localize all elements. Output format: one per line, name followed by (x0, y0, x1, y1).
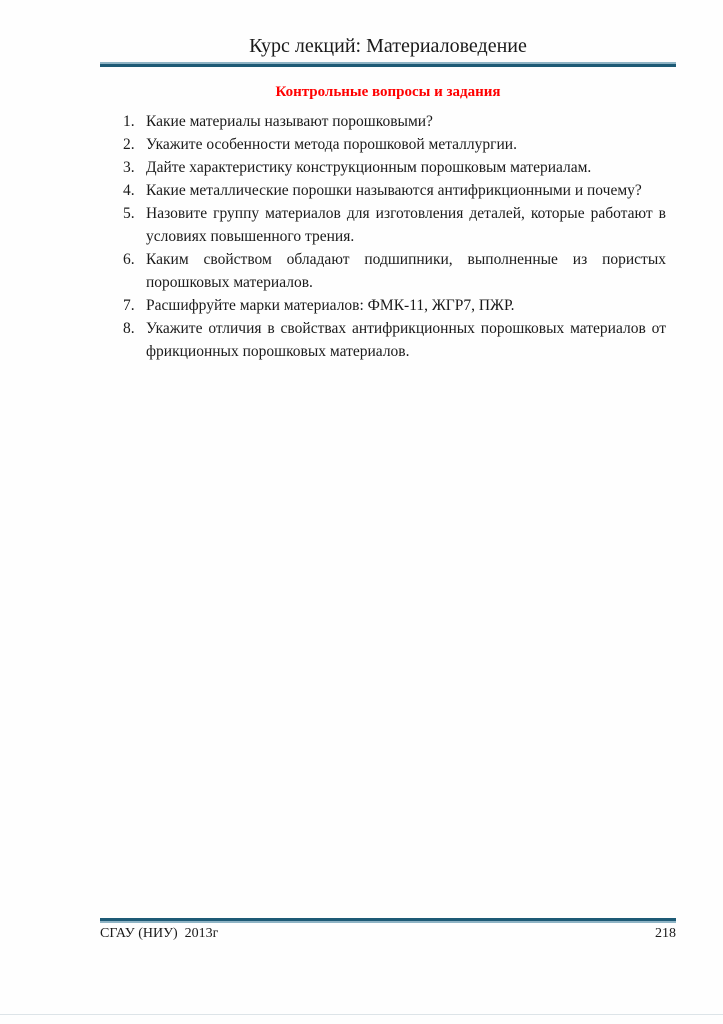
question-text: Назовите группу материалов для изготовления деталей, которые работают в условиях повышенного трения. (146, 205, 666, 245)
list-item (100, 179, 666, 202)
question-number: 8. (123, 320, 135, 337)
question-text: Укажите особенности метода порошковой металлургии. (146, 136, 517, 153)
question-number: 7. (123, 297, 135, 314)
footer-rule-light-line (100, 921, 676, 923)
page-number: 218 (655, 926, 676, 941)
question-list (100, 110, 676, 363)
page-title: Курс лекций: Материаловедение (249, 35, 527, 57)
footer-rule (100, 918, 676, 923)
list-item (100, 294, 666, 317)
question-text: Какие материалы называют порошковыми? (146, 113, 433, 130)
question-text: Каким свойством обладают подшипники, выполненные из пористых порошковых материалов. (146, 251, 666, 291)
question-number: 5. (123, 205, 135, 222)
question-text: Расшифруйте марки материалов: ФМК-11, ЖГР7, ПЖР. (146, 297, 515, 314)
list-item (100, 317, 666, 363)
question-number: 4. (123, 182, 135, 199)
list-item (100, 133, 666, 156)
list-item (100, 248, 666, 294)
footer-institution: СГАУ (НИУ) 2013г (100, 926, 219, 941)
question-text: Какие металлические порошки называются антифрикционными и почему? (146, 182, 642, 199)
page-edge-line (0, 1014, 723, 1015)
question-text: Укажите отличия в свойствах антифрикционных порошковых материалов от фрикционных порошковых материалов. (146, 320, 666, 360)
question-text: Дайте характеристику конструкционным порошковым материалам. (146, 159, 592, 176)
section-heading: Контрольные вопросы и задания (275, 84, 501, 100)
list-item (100, 110, 666, 133)
list-item (100, 202, 666, 248)
page-footer (100, 925, 676, 943)
question-number: 2. (123, 136, 135, 153)
question-number: 1. (123, 113, 135, 130)
header-rule (100, 62, 676, 67)
question-number: 6. (123, 251, 135, 268)
question-number: 3. (123, 159, 135, 176)
list-item (100, 156, 666, 179)
header-rule-dark-line (100, 64, 676, 67)
